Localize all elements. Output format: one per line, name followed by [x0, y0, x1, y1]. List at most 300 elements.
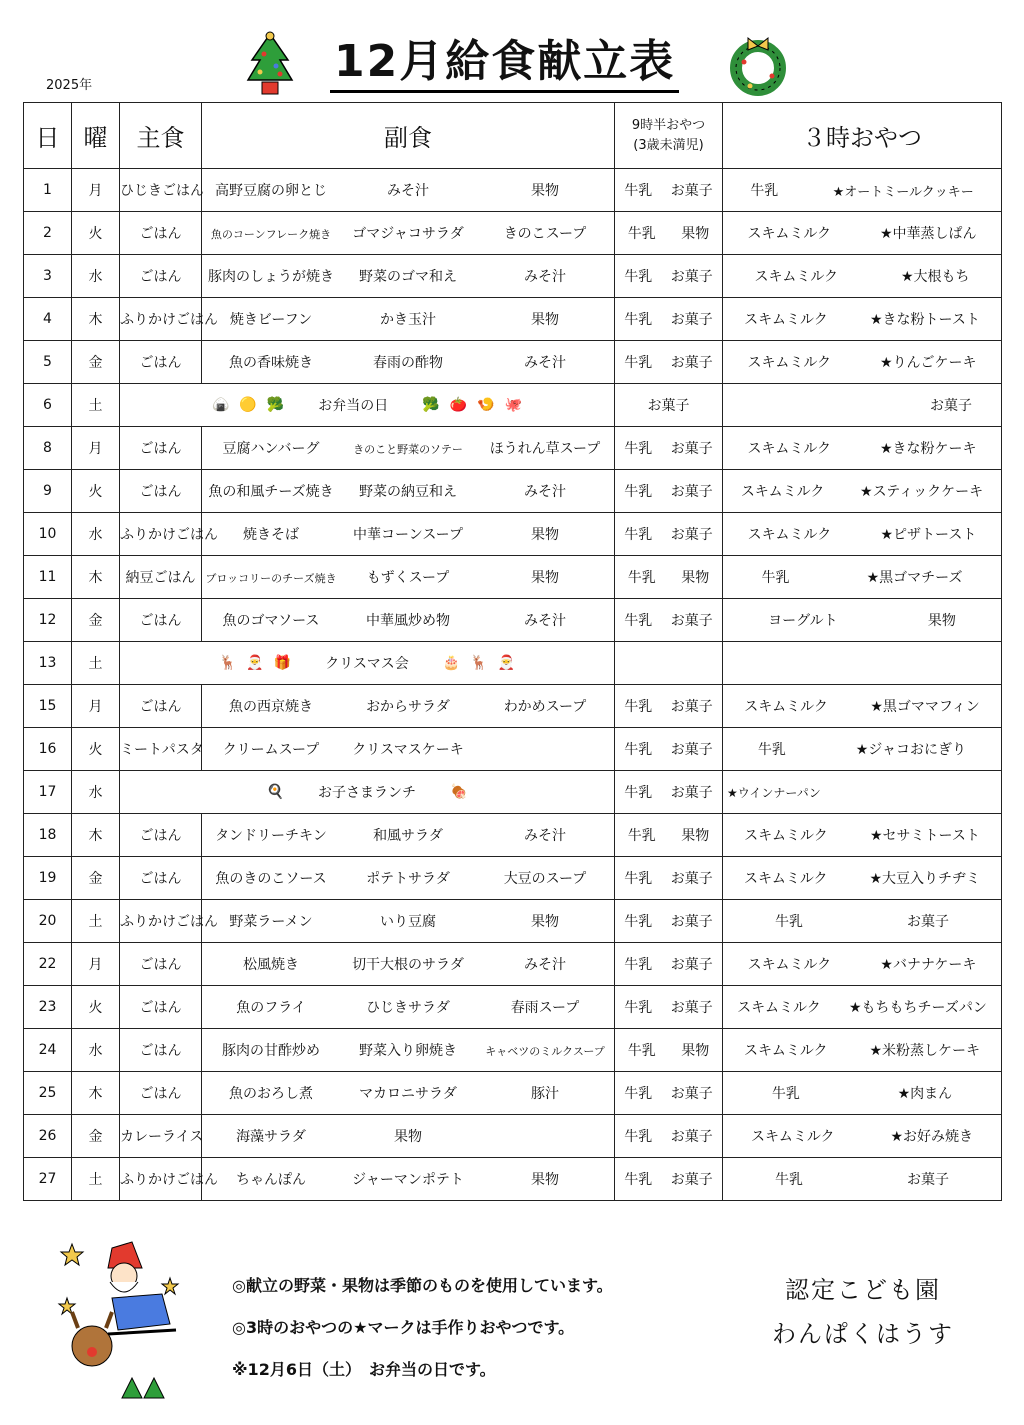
staple-cell: ごはん	[120, 986, 202, 1029]
side-dish-1: 魚のゴマソース	[222, 613, 320, 629]
side-dish-3: 果物	[531, 914, 559, 930]
day-cell: 18	[24, 814, 72, 857]
snack-pm-item: ★きな粉ケーキ	[879, 441, 977, 457]
side-dish-cell	[202, 427, 615, 470]
table-row	[24, 728, 1002, 771]
side-dish-3: 春雨スープ	[510, 1000, 580, 1016]
side-dish-2: 切干大根のサラダ	[352, 957, 464, 973]
snack-am-cell	[615, 642, 723, 685]
snack-pm-cell	[723, 298, 1002, 341]
day-cell: 1	[24, 169, 72, 212]
header-snack-pm: ３時おやつ	[723, 103, 1002, 169]
snack-pm-cell	[723, 427, 1002, 470]
special-event-cell	[120, 771, 615, 814]
side-dish-cell	[202, 1115, 615, 1158]
snack-am-cell	[615, 771, 723, 814]
table-row	[24, 1115, 1002, 1158]
staple-cell: ごはん	[120, 470, 202, 513]
day-cell: 2	[24, 212, 72, 255]
snack-pm-cell	[723, 986, 1002, 1029]
side-dish-1: 豚肉のしょうが焼き	[208, 269, 334, 285]
snack-am-item: 牛乳	[624, 1086, 653, 1102]
side-dish-cell	[202, 169, 615, 212]
snack-pm-item: 果物	[927, 613, 956, 629]
snack-pm-item: ★ウインナーパン	[727, 785, 821, 800]
weekday-cell: 月	[72, 943, 120, 986]
weekday-cell: 火	[72, 212, 120, 255]
snack-am-item: 牛乳	[627, 828, 656, 844]
side-dish-2: もずくスープ	[366, 570, 450, 586]
table-row	[24, 556, 1002, 599]
header-row	[24, 103, 1002, 169]
side-dish-3: みそ汁	[524, 828, 566, 844]
side-dish-3: 大豆のスープ	[503, 871, 587, 887]
snack-am-item: 牛乳	[624, 785, 653, 801]
day-cell: 15	[24, 685, 72, 728]
side-dish-2: いり豆腐	[380, 914, 436, 930]
day-cell: 25	[24, 1072, 72, 1115]
staple-cell: ごはん	[120, 814, 202, 857]
snack-pm-cell	[723, 212, 1002, 255]
side-dish-3: 豚汁	[531, 1086, 559, 1102]
snack-am-item: お菓子	[670, 1086, 713, 1102]
decoration-icon: 🍅	[449, 397, 468, 413]
day-cell: 16	[24, 728, 72, 771]
side-dish-2: クリスマスケーキ	[352, 742, 464, 758]
side-dish-3: みそ汁	[524, 269, 566, 285]
snack-am-cell	[615, 814, 723, 857]
day-cell: 5	[24, 341, 72, 384]
snack-am-item: お菓子	[670, 914, 713, 930]
side-dish-2: きのこと野菜のソテー	[353, 443, 463, 456]
side-dish-2: 中華コーンスープ	[353, 527, 463, 543]
snack-am-item: お菓子	[670, 183, 713, 199]
snack-am-item: 牛乳	[627, 1043, 656, 1059]
side-dish-1: クリームスープ	[222, 742, 320, 758]
side-dish-cell	[202, 212, 615, 255]
weekday-cell: 月	[72, 427, 120, 470]
special-event-cell	[120, 642, 615, 685]
side-dish-3: 果物	[531, 183, 559, 199]
decoration-icon: 🥦	[422, 397, 440, 413]
snack-am-item: 果物	[681, 226, 710, 242]
header-staple: 主食	[120, 103, 202, 169]
day-cell: 13	[24, 642, 72, 685]
staple-cell: ひじきごはん	[120, 169, 202, 212]
decoration-icon: 🥦	[266, 397, 285, 413]
snack-am-item: お菓子	[670, 312, 713, 328]
side-dish-cell	[202, 1072, 615, 1115]
snack-am-cell	[615, 169, 723, 212]
decoration-icon: 🎅	[246, 655, 264, 671]
snack-pm-item: お菓子	[907, 1172, 949, 1188]
snack-pm-item: ★お好み焼き	[890, 1129, 974, 1145]
staple-cell: ふりかけごはん	[120, 900, 202, 943]
snack-am-cell	[615, 943, 723, 986]
santa-reindeer-icon	[52, 1238, 182, 1408]
weekday-cell: 金	[72, 1115, 120, 1158]
side-dish-1: 魚の西京焼き	[229, 699, 313, 715]
weekday-cell: 水	[72, 255, 120, 298]
snack-am-cell	[615, 857, 723, 900]
side-dish-3: 果物	[531, 527, 559, 543]
staple-cell: ごはん	[120, 341, 202, 384]
table-row	[24, 685, 1002, 728]
table-row	[24, 427, 1002, 470]
day-cell: 11	[24, 556, 72, 599]
snack-pm-item: スキムミルク	[747, 355, 832, 371]
table-row	[24, 642, 1002, 685]
snack-pm-cell	[723, 384, 1002, 427]
side-dish-1: 魚の香味焼き	[229, 355, 313, 371]
snack-am-item: 果物	[681, 570, 710, 586]
weekday-cell: 金	[72, 599, 120, 642]
snack-pm-item: スキムミルク	[747, 441, 832, 457]
snack-am-item: お菓子	[670, 613, 713, 629]
snack-am-item: 牛乳	[624, 742, 653, 758]
table-row	[24, 212, 1002, 255]
side-dish-3: みそ汁	[524, 957, 566, 973]
decoration-icon: 🍙	[211, 397, 230, 413]
weekday-cell: 金	[72, 341, 120, 384]
table-row	[24, 1029, 1002, 1072]
side-dish-cell	[202, 857, 615, 900]
side-dish-2: 野菜の納豆和え	[359, 484, 457, 500]
snack-pm-cell	[723, 814, 1002, 857]
side-dish-cell	[202, 1029, 615, 1072]
notes	[232, 1272, 613, 1398]
snack-pm-cell	[723, 728, 1002, 771]
staple-cell: ごはん	[120, 685, 202, 728]
snack-am-item: 牛乳	[627, 570, 656, 586]
snack-am-item: 牛乳	[624, 269, 653, 285]
side-dish-2: マカロニサラダ	[359, 1086, 457, 1102]
side-dish-cell	[202, 470, 615, 513]
snack-pm-item: ★スティックケーキ	[860, 484, 984, 500]
weekday-cell: 水	[72, 1029, 120, 1072]
snack-am-item: お菓子	[670, 785, 713, 801]
snack-pm-item: 牛乳	[750, 183, 779, 199]
snack-am-cell	[615, 556, 723, 599]
snack-am-item: お菓子	[670, 269, 713, 285]
weekday-cell: 水	[72, 771, 120, 814]
weekday-cell: 火	[72, 986, 120, 1029]
snack-am-item: 牛乳	[624, 914, 653, 930]
snack-am-item: 牛乳	[624, 355, 653, 371]
side-dish-2: おからサラダ	[366, 699, 450, 715]
table-row	[24, 298, 1002, 341]
snack-pm-item: ★大根もち	[900, 269, 970, 285]
side-dish-3: みそ汁	[524, 613, 566, 629]
special-event-label: クリスマス会	[325, 656, 409, 672]
day-cell: 10	[24, 513, 72, 556]
day-cell: 8	[24, 427, 72, 470]
snack-am-item: 牛乳	[624, 527, 653, 543]
snack-am-cell	[615, 1158, 723, 1201]
weekday-cell: 木	[72, 298, 120, 341]
snack-pm-item: ★ピザトースト	[880, 527, 977, 543]
side-dish-cell	[202, 556, 615, 599]
snack-pm-cell	[723, 771, 1002, 814]
snack-pm-item: スキムミルク	[747, 957, 832, 973]
side-dish-3: みそ汁	[524, 484, 566, 500]
snack-pm-cell	[723, 1115, 1002, 1158]
staple-cell: ごはん	[120, 427, 202, 470]
header-day: 日	[24, 103, 72, 169]
snack-am-cell	[615, 599, 723, 642]
weekday-cell: 金	[72, 857, 120, 900]
weekday-cell: 土	[72, 900, 120, 943]
snack-am-item: 牛乳	[624, 183, 653, 199]
snack-pm-cell	[723, 900, 1002, 943]
snack-pm-item: スキムミルク	[754, 269, 839, 285]
side-dish-cell	[202, 298, 615, 341]
weekday-cell: 月	[72, 169, 120, 212]
weekday-cell: 木	[72, 556, 120, 599]
side-dish-1: 魚のコーンフレーク焼き	[210, 228, 332, 241]
snack-pm-item: スキムミルク	[743, 1043, 828, 1059]
snack-pm-item: スキムミルク	[743, 871, 828, 887]
staple-cell: ごはん	[120, 1072, 202, 1115]
weekday-cell: 火	[72, 470, 120, 513]
snack-am-cell	[615, 513, 723, 556]
snack-am-item: 牛乳	[624, 1172, 653, 1188]
organization	[772, 1268, 954, 1356]
snack-am-item: 牛乳	[624, 957, 653, 973]
snack-pm-item: スキムミルク	[750, 1129, 835, 1145]
side-dish-2: 野菜のゴマ和え	[359, 269, 457, 285]
table-row	[24, 814, 1002, 857]
side-dish-1: 豆腐ハンバーグ	[222, 441, 320, 457]
day-cell: 19	[24, 857, 72, 900]
side-dish-2: 中華風炒め物	[366, 613, 450, 629]
day-cell: 22	[24, 943, 72, 986]
snack-am-item: お菓子	[670, 1000, 713, 1016]
snack-am-cell	[615, 1029, 723, 1072]
side-dish-cell	[202, 341, 615, 384]
snack-pm-item: 牛乳	[775, 1172, 803, 1188]
side-dish-1: 海藻サラダ	[236, 1129, 306, 1145]
snack-am-item: お菓子	[670, 957, 713, 973]
snack-pm-item: ★大豆入りチヂミ	[869, 871, 981, 887]
snack-pm-item: ★セサミトースト	[869, 828, 980, 844]
day-cell: 24	[24, 1029, 72, 1072]
side-dish-2: 野菜入り卵焼き	[359, 1043, 457, 1059]
table-row	[24, 1072, 1002, 1115]
day-cell: 6	[24, 384, 72, 427]
snack-pm-item: お菓子	[907, 914, 949, 930]
snack-pm-item: 牛乳	[775, 914, 803, 930]
side-dish-1: 魚のきのこソース	[215, 871, 327, 887]
snack-am-cell	[615, 728, 723, 771]
snack-pm-item: スキムミルク	[747, 226, 832, 242]
snack-pm-item: スキムミルク	[744, 312, 828, 328]
table-row	[24, 470, 1002, 513]
side-dish-2: 和風サラダ	[373, 828, 443, 844]
side-dish-3: キャベツのミルクスープ	[485, 1045, 605, 1058]
snack-am-item: お菓子	[670, 871, 713, 887]
snack-pm-item: 牛乳	[761, 570, 790, 586]
table-row	[24, 384, 1002, 427]
snack-am-cell	[615, 341, 723, 384]
snack-am-item: 牛乳	[627, 226, 656, 242]
snack-pm-item: ヨーグルト	[768, 613, 838, 629]
snack-pm-cell	[723, 599, 1002, 642]
wreath-icon	[728, 32, 788, 96]
snack-pm-item: スキムミルク	[744, 828, 828, 844]
snack-am-cell	[615, 1072, 723, 1115]
weekday-cell: 木	[72, 814, 120, 857]
snack-am-cell: お菓子	[615, 384, 723, 427]
weekday-cell: 土	[72, 1158, 120, 1201]
snack-pm-item: スキムミルク	[740, 484, 825, 500]
day-cell: 20	[24, 900, 72, 943]
page-title: 12月給食献立表	[330, 34, 679, 93]
note-3: ※12月6日（土） お弁当の日です。	[232, 1360, 496, 1379]
snack-am-item: 果物	[681, 828, 710, 844]
special-event-label: お弁当の日	[318, 398, 389, 414]
table-row	[24, 513, 1002, 556]
day-cell: 9	[24, 470, 72, 513]
snack-am-item: 牛乳	[624, 613, 653, 629]
header-weekday: 曜	[72, 103, 120, 169]
table-row	[24, 857, 1002, 900]
side-dish-1: ブロッコリーのチーズ焼き	[205, 572, 337, 585]
side-dish-cell	[202, 943, 615, 986]
day-cell: 17	[24, 771, 72, 814]
weekday-cell: 土	[72, 642, 120, 685]
snack-am-item: 牛乳	[624, 699, 653, 715]
christmas-tree-icon	[242, 30, 298, 100]
snack-am-item: 牛乳	[624, 484, 653, 500]
staple-cell: ふりかけごはん	[120, 298, 202, 341]
side-dish-1: 焼きビーフン	[229, 312, 313, 328]
snack-am-cell	[615, 212, 723, 255]
snack-pm-cell	[723, 556, 1002, 599]
table-row	[24, 1158, 1002, 1201]
staple-cell: ミートパスタ	[120, 728, 202, 771]
snack-pm-cell	[723, 341, 1002, 384]
table-row	[24, 943, 1002, 986]
staple-cell: ごはん	[120, 1029, 202, 1072]
snack-pm-item: スキムミルク	[747, 527, 832, 543]
side-dish-1: 豚肉の甘酢炒め	[222, 1043, 320, 1059]
snack-am-item: お菓子	[670, 441, 713, 457]
snack-pm-item: ★バナナケーキ	[880, 957, 977, 973]
staple-cell: ごはん	[120, 943, 202, 986]
side-dish-3: 果物	[531, 1172, 559, 1188]
side-dish-2: ジャーマンポテト	[352, 1172, 464, 1188]
note-2: ◎3時のおやつの★マークは手作りおやつです。	[232, 1318, 575, 1337]
side-dish-cell	[202, 255, 615, 298]
side-dish-2: ひじきサラダ	[366, 1000, 450, 1016]
snack-pm-item: 牛乳	[757, 742, 786, 758]
side-dish-1: 魚のフライ	[236, 1000, 306, 1016]
weekday-cell: 月	[72, 685, 120, 728]
snack-pm-cell	[723, 513, 1002, 556]
snack-am-item: お菓子	[670, 1129, 713, 1145]
decoration-icon: 🎂	[442, 655, 461, 671]
snack-am-item: お菓子	[670, 742, 713, 758]
special-event-cell	[120, 384, 615, 427]
table-row	[24, 255, 1002, 298]
snack-pm-cell	[723, 169, 1002, 212]
snack-am-item: お菓子	[670, 355, 713, 371]
side-dish-cell	[202, 1158, 615, 1201]
side-dish-2: 春雨の酢物	[373, 355, 443, 371]
snack-pm-cell	[723, 642, 1002, 685]
snack-am-cell	[615, 900, 723, 943]
side-dish-cell	[202, 513, 615, 556]
org-line-2: わんぱくはうす	[772, 1320, 954, 1348]
special-event-label: お子さまランチ	[318, 785, 416, 801]
snack-am-cell	[615, 470, 723, 513]
snack-pm-cell	[723, 943, 1002, 986]
side-dish-1: 松風焼き	[243, 957, 299, 973]
snack-am-item: 牛乳	[624, 1000, 653, 1016]
side-dish-3: 果物	[531, 312, 559, 328]
staple-cell: ごはん	[120, 599, 202, 642]
side-dish-cell	[202, 814, 615, 857]
table-row	[24, 900, 1002, 943]
snack-am-item: お菓子	[670, 699, 713, 715]
snack-am-item: 牛乳	[624, 312, 653, 328]
snack-pm-cell	[723, 857, 1002, 900]
staple-cell: 納豆ごはん	[120, 556, 202, 599]
staple-cell: ごはん	[120, 255, 202, 298]
snack-am-cell	[615, 298, 723, 341]
decoration-icon: 🎁	[273, 655, 292, 671]
snack-pm-item: ★黒ゴママフィン	[870, 699, 980, 715]
day-cell: 3	[24, 255, 72, 298]
year-label: 2025年	[46, 78, 93, 93]
staple-cell: ごはん	[120, 212, 202, 255]
day-cell: 27	[24, 1158, 72, 1201]
snack-pm-item: ★きな粉トースト	[869, 312, 980, 328]
weekday-cell: 土	[72, 384, 120, 427]
snack-pm-item: ★肉まん	[897, 1086, 953, 1102]
side-dish-1: 野菜ラーメン	[229, 914, 313, 930]
weekday-cell: 火	[72, 728, 120, 771]
side-dish-cell	[202, 900, 615, 943]
snack-am-item: 牛乳	[624, 441, 653, 457]
day-cell: 26	[24, 1115, 72, 1158]
decoration-icon: 🍳	[266, 784, 284, 800]
org-line-1: 認定こども園	[785, 1276, 941, 1304]
decoration-icon: 🐙	[504, 397, 523, 413]
day-cell: 12	[24, 599, 72, 642]
decoration-icon: 🍤	[477, 397, 495, 413]
side-dish-3: 果物	[531, 570, 559, 586]
snack-pm-cell	[723, 1158, 1002, 1201]
snack-am-item: 果物	[681, 1043, 710, 1059]
snack-am-cell	[615, 1115, 723, 1158]
staple-cell: カレーライス	[120, 1115, 202, 1158]
decoration-icon: 🦌	[218, 655, 237, 671]
side-dish-3: きのこスープ	[503, 226, 587, 242]
side-dish-2: かき玉汁	[380, 312, 436, 328]
note-1: ◎献立の野菜・果物は季節のものを使用しています。	[232, 1276, 613, 1295]
side-dish-cell	[202, 599, 615, 642]
staple-cell: ふりかけごはん	[120, 1158, 202, 1201]
table-row	[24, 341, 1002, 384]
side-dish-2: みそ汁	[387, 183, 429, 199]
snack-pm-cell	[723, 685, 1002, 728]
side-dish-3: わかめスープ	[503, 699, 587, 715]
decoration-icon: 🟡	[239, 397, 257, 413]
header-side: 副食	[202, 103, 615, 169]
side-dish-cell	[202, 986, 615, 1029]
